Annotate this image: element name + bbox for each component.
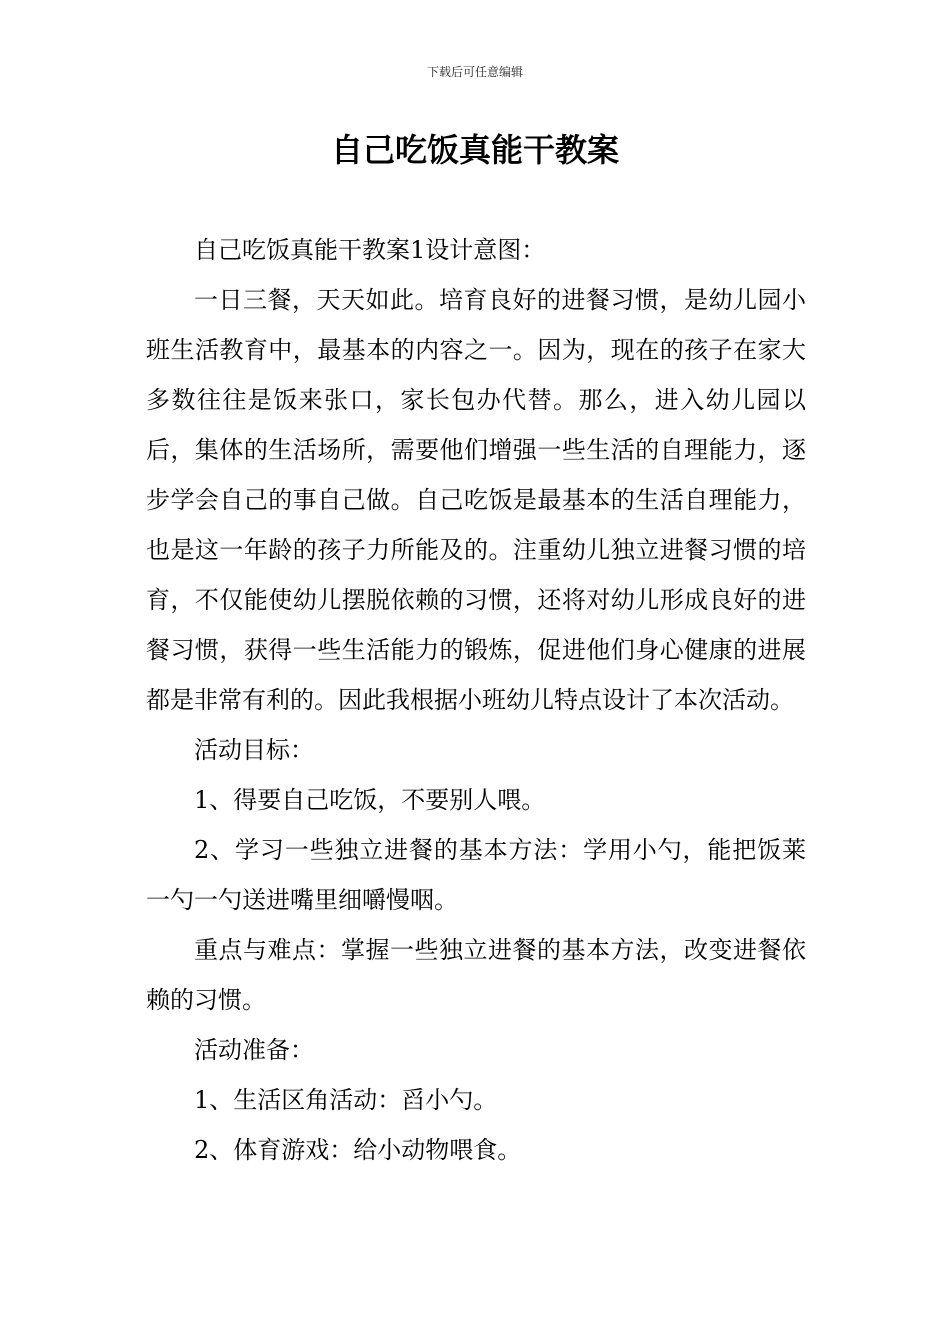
paragraph-goals-heading: 活动目标： <box>194 736 314 764</box>
paragraph-preparation-2: 2、体育游戏：给小动物喂食。 <box>194 1136 522 1164</box>
paragraph-preparation-1: 1、生活区角活动：舀小勺。 <box>194 1086 498 1114</box>
paragraph-goal-2: 2、学习一些独立进餐的基本方法：学用小勺，能把饭莱一勺一勺送进嘴里细嚼慢咽。 <box>146 836 806 914</box>
paragraph-design-intent: 一日三餐，天天如此。培育良好的进餐习惯，是幼儿园小班生活教育中，最基本的内容之一。因为，现在的孩子在家大多数往往是饭来张口，家长包办代替。那么，进入幼儿园以后，集体的生活场所，需要他们增强一些生活的自理能力，逐步学会自己的事自己做。自己吃饭是最基本的生活自理能力，也是这一年龄的孩子力所能及的。注重幼儿独立进餐习惯的培育，不仅能使幼儿摆脱依赖的习惯，还将对幼儿形成良好的进餐习惯，获得一些生活能力的锻炼，促进他们身心健康的进展都是非常有利的。因此我根据小班幼儿特点设计了本次活动。 <box>146 286 806 714</box>
paragraph-design-intent-heading: 自己吃饭真能干教案1设计意图： <box>194 236 546 264</box>
paragraph-goal-1: 1、得要自己吃饭，不要别人喂。 <box>194 786 546 814</box>
paragraph-key-points: 重点与难点：掌握一些独立进餐的基本方法，改变进餐依赖的习惯。 <box>146 936 806 1014</box>
paragraph-preparation-heading: 活动准备： <box>194 1036 314 1064</box>
document-body <box>146 225 806 1175</box>
header-note: 下载后可任意编辑 <box>426 65 523 79</box>
document-title: 自己吃饭真能干教案 <box>330 131 619 169</box>
